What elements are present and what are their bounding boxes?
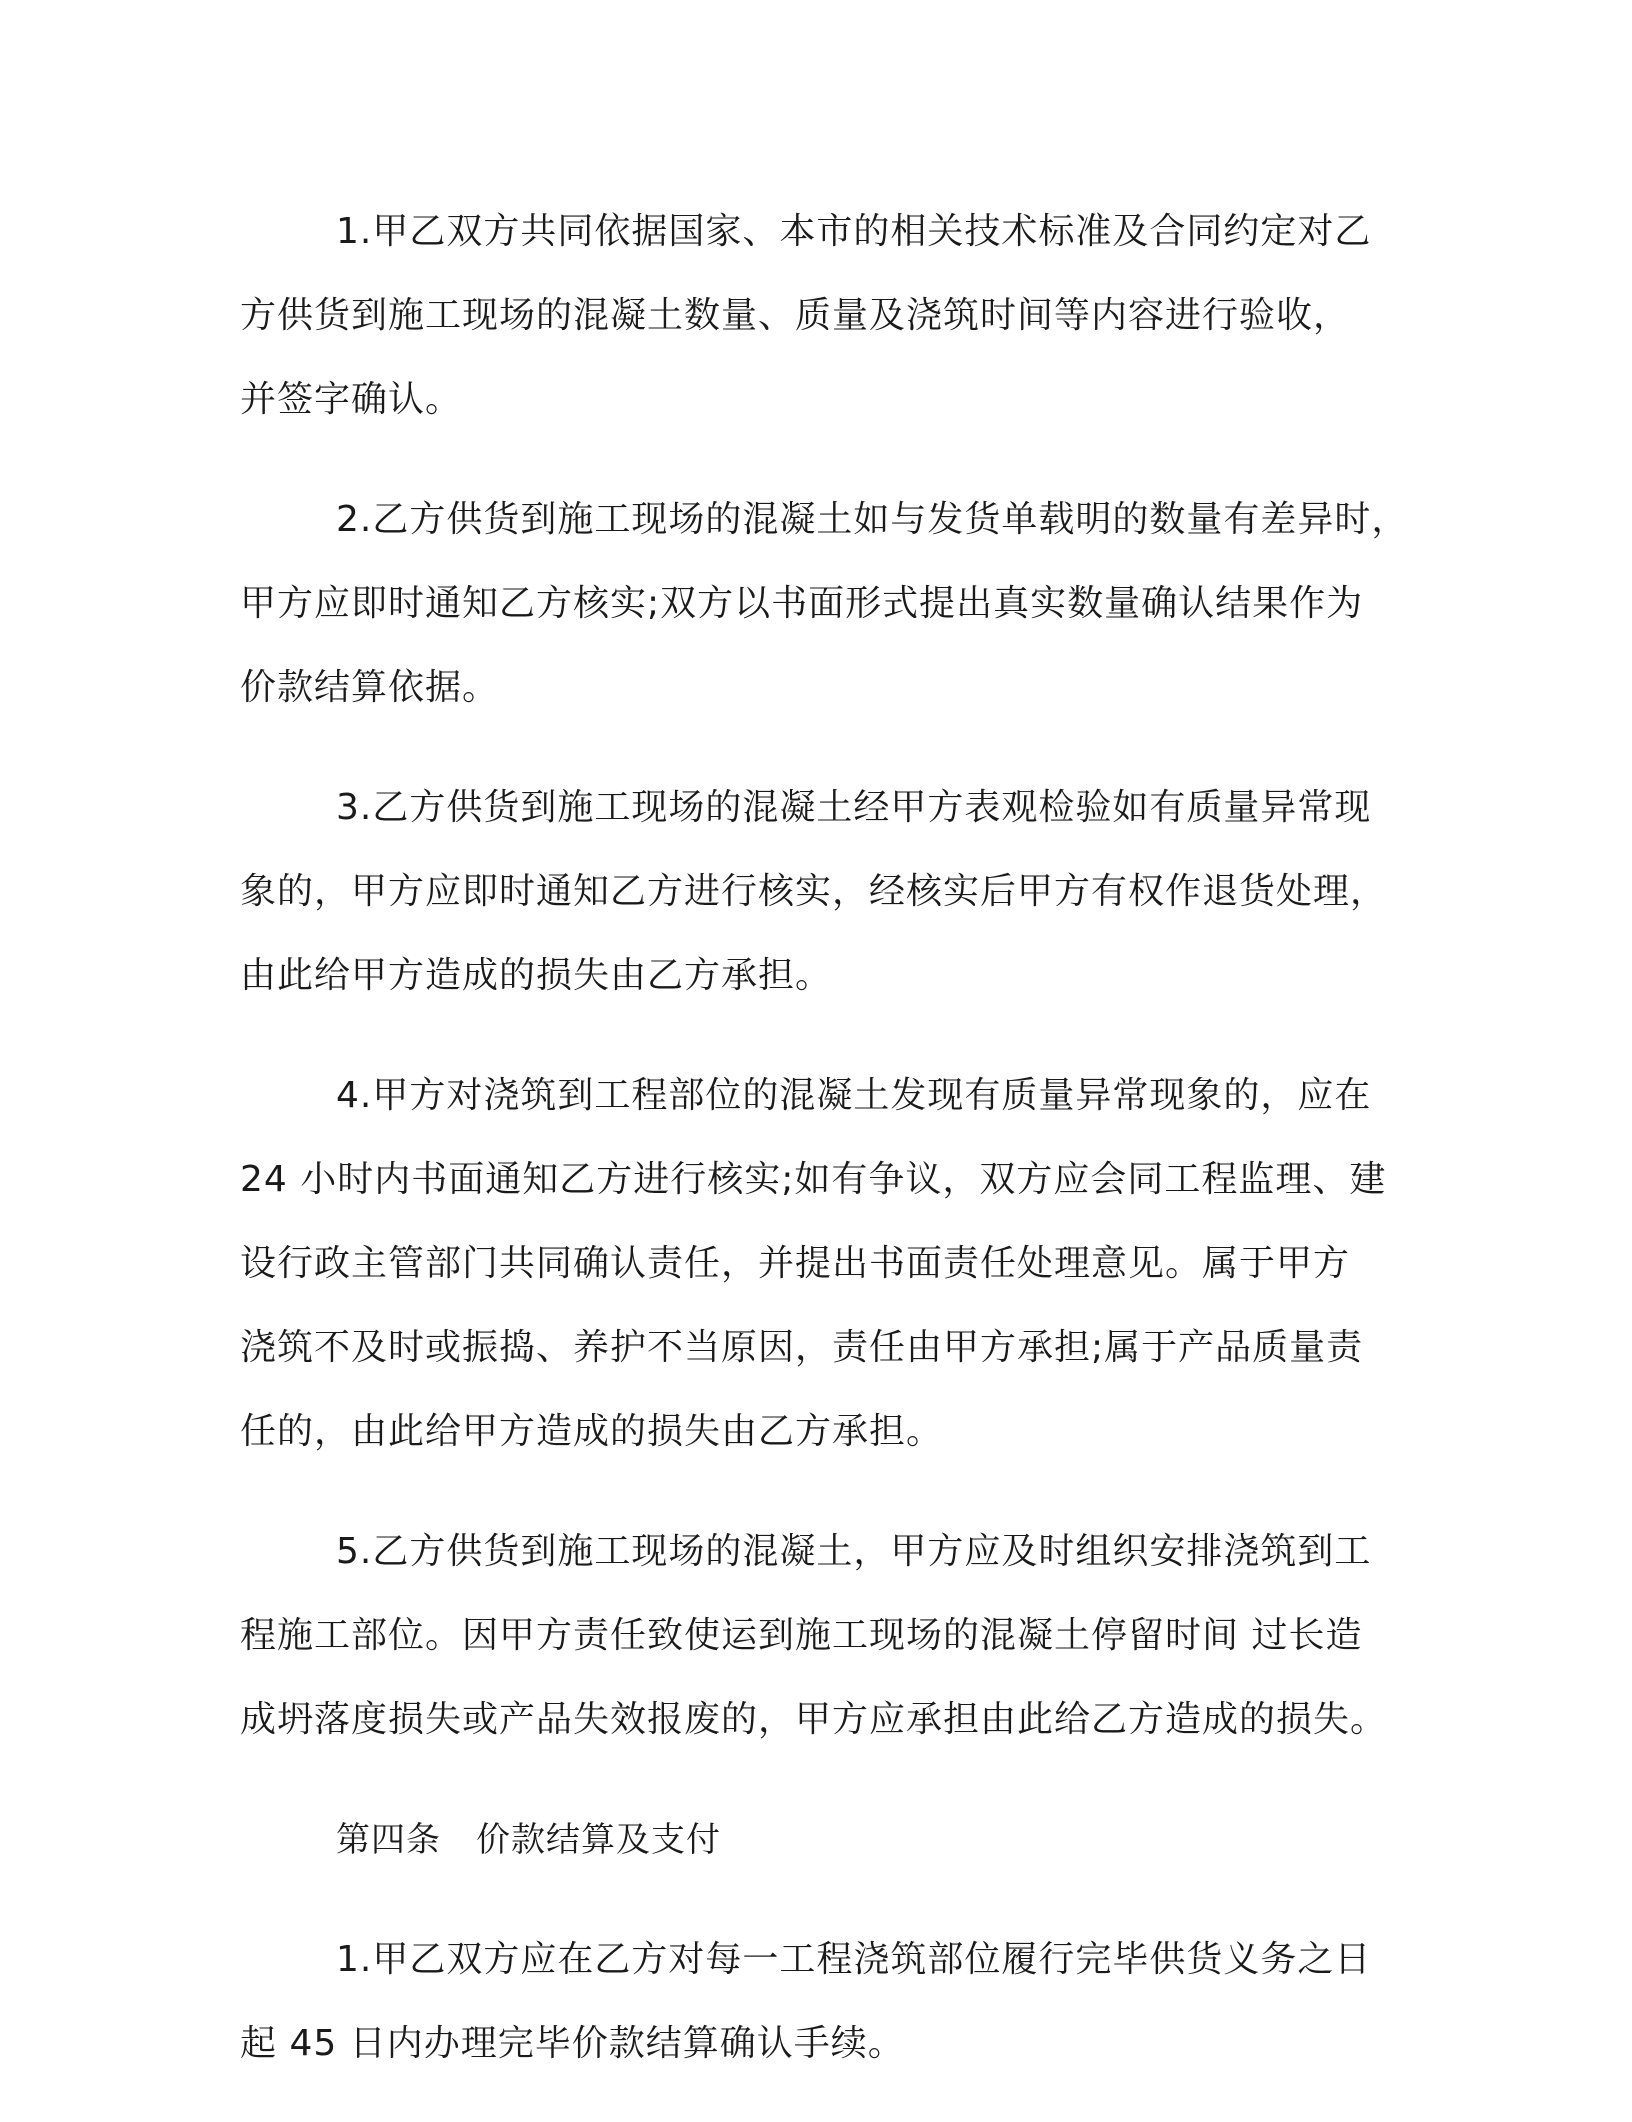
text-line: 任的，由此给甲方造成的损失由乙方承担。	[240, 1411, 944, 1452]
paragraph-4	[240, 1054, 1400, 1474]
text-line: 甲方应即时通知乙方核实;双方以书面形式提出真实数量确认结果作为	[240, 583, 1364, 624]
text-line: 并签字确认。	[240, 379, 463, 420]
text-line: 成坍落度损失或产品失效报废的，甲方应承担由此给乙方造成的损失。	[240, 1699, 1388, 1740]
text-line: 设行政主管部门共同确认责任，并提出书面责任处理意见。属于甲方	[240, 1243, 1351, 1284]
text-line: 方供货到施工现场的混凝土数量、质量及浇筑时间等内容进行验收，	[240, 295, 1351, 336]
text-line: 2.乙方供货到施工现场的混凝土如与发货单载明的数量有差异时，	[336, 499, 1409, 540]
text-line: 24 小时内书面通知乙方进行核实;如有争议，双方应会同工程监理、建	[240, 1159, 1387, 1200]
paragraph-1	[240, 190, 1400, 442]
text-line: 由此给甲方造成的损失由乙方承担。	[240, 955, 833, 996]
text-line: 4.甲方对浇筑到工程部位的混凝土发现有质量异常现象的，应在	[336, 1075, 1372, 1116]
text-line: 起 45 日内办理完毕价款结算确认手续。	[240, 2023, 905, 2064]
text-line: 象的，甲方应即时通知乙方进行核实，经核实后甲方有权作退货处理，	[240, 871, 1388, 912]
text-line: 浇筑不及时或振捣、养护不当原因，责任由甲方承担;属于产品质量责	[240, 1327, 1364, 1368]
paragraph-5	[240, 1510, 1400, 1762]
text-line: 价款结算依据。	[240, 667, 500, 708]
section-heading: 第四条 价款结算及支付	[336, 1820, 721, 1860]
paragraph-6	[240, 1918, 1400, 2086]
text-line: 1.甲乙双方应在乙方对每一工程浇筑部位履行完毕供货义务之日	[336, 1939, 1372, 1980]
text-line: 1.甲乙双方共同依据国家、本市的相关技术标准及合同约定对乙	[336, 211, 1372, 252]
text-line: 3.乙方供货到施工现场的混凝土经甲方表观检验如有质量异常现	[336, 787, 1372, 828]
paragraph-3	[240, 766, 1400, 1018]
paragraph-2	[240, 478, 1409, 730]
document-body	[240, 190, 1409, 2122]
text-line: 程施工部位。因甲方责任致使运到施工现场的混凝土停留时间 过长造	[240, 1615, 1363, 1656]
text-line: 5.乙方供货到施工现场的混凝土，甲方应及时组织安排浇筑到工	[336, 1531, 1372, 1572]
